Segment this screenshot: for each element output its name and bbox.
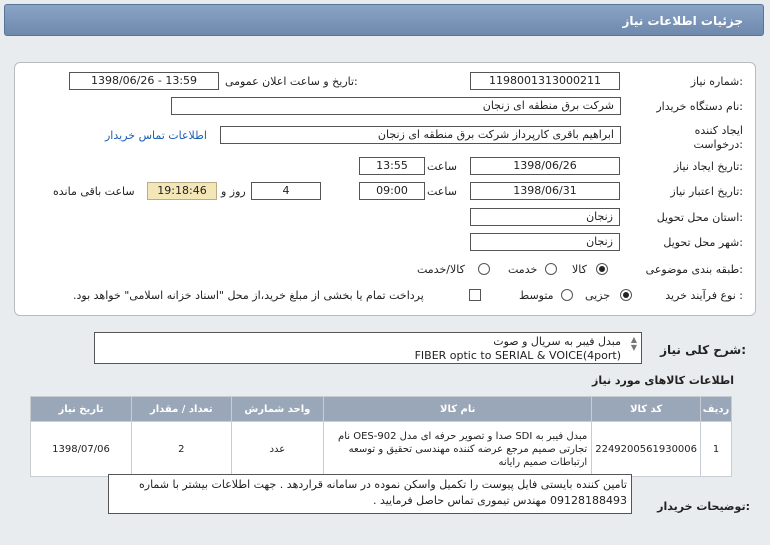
row-unit: عدد [231,422,324,477]
city-label: شهر محل تحویل: [663,236,743,249]
summary-line-2: FIBER optic to SERIAL & VOICE(4port) [414,349,621,362]
days-remaining-field: 4 [251,182,321,200]
summary-line-1: مبدل فیبر به سریال و صوت [493,335,621,348]
row-need-date: 1398/07/06 [31,422,132,477]
category-goods-service-label: کالا/خدمت [417,263,465,276]
col-item-name: نام کالا [324,397,592,422]
create-time-label: ساعت [427,160,457,173]
row-index: 1 [701,422,732,477]
process-minor-radio[interactable] [620,289,632,301]
col-item-code: کد کالا [592,397,701,422]
scroll-arrows-icon[interactable]: ▲ ▼ [630,335,638,352]
row-item-name: مبدل فیبر به SDI صدا و تصویر حرفه ای مدل OES-902 نام تجارتی صمیم مرجع عرضه کننده مهندسی تحقیق و توسعه ارتباطات صمیم رایانه [324,422,592,477]
city-field: زنجان [470,233,620,251]
col-need-date: تاریخ نیاز [31,397,132,422]
province-field: زنجان [470,208,620,226]
creator-label: ایجاد کننده درخواست: [693,124,743,151]
page-title: جزئیات اطلاعات نیاز [622,14,743,28]
valid-date-label: تاریخ اعتبار نیاز: [670,185,743,198]
announce-label: تاریخ و ساعت اعلان عمومی: [225,75,358,88]
payment-note: پرداخت تمام یا بخشی از مبلغ خرید،از محل "اسناد خزانه اسلامی" خواهد بود. [73,289,424,302]
need-number-field: 1198001313000211 [470,72,620,90]
process-medium-label: متوسط [519,289,554,302]
summary-label: شرح کلی نیاز: [660,343,746,357]
row-quantity: 2 [132,422,232,477]
col-unit: واحد شمارش [231,397,324,422]
process-medium-radio[interactable] [561,289,573,301]
category-service-radio[interactable] [545,263,557,275]
row-item-code: 2249200561930006 [592,422,701,477]
goods-section-title: اطلاعات کالاهای مورد نیاز [592,374,734,387]
category-goods-service-radio[interactable] [478,263,490,275]
buyer-field: شرکت برق منطقه ای زنجان [171,97,621,115]
goods-table-header [31,397,732,422]
col-row-index: ردیف [701,397,732,422]
valid-time-field: 09:00 [359,182,425,200]
need-details-panel [14,62,756,316]
create-time-field: 13:55 [359,157,425,175]
announce-field: 1398/06/26 - 13:59 [69,72,219,90]
process-minor-label: جزیی [585,289,611,302]
remaining-time-field: 19:18:46 [147,182,217,200]
remaining-label: ساعت باقی مانده [53,185,135,198]
category-service-label: خدمت [508,263,538,276]
table-row [31,422,732,477]
creator-field: ابراهیم باقری کارپرداز شرکت برق منطقه ای زنجان [220,126,621,144]
col-quantity: تعداد / مقدار [132,397,232,422]
notes-label: توضیحات خریدار: [657,500,750,513]
valid-time-label: ساعت [427,185,457,198]
buyer-label: نام دستگاه خریدار: [656,100,743,113]
process-label: نوع فرآیند خرید : [665,289,743,302]
notes-textarea[interactable]: تامین کننده بایستی فایل پیوست را تکمیل واسکن نموده در سامانه قراردهد . جهت اطلاعات بیشتر با شماره 09128188493 مهندس تیموری تماس حاصل فرمایید . [108,474,632,514]
create-date-field: 1398/06/26 [470,157,620,175]
goods-table [30,396,732,477]
category-goods-radio[interactable] [596,263,608,275]
category-label: طبقه بندی موضوعی: [645,263,743,276]
category-goods-label: کالا [572,263,587,276]
payment-checkbox[interactable] [469,289,481,301]
create-date-label: تاریخ ایجاد نیاز: [673,160,743,173]
summary-textarea[interactable] [94,332,642,364]
buyer-contact-link[interactable]: اطلاعات تماس خریدار [105,129,207,142]
valid-date-field: 1398/06/31 [470,182,620,200]
page-header [4,4,764,36]
province-label: استان محل تحویل: [656,211,743,224]
need-number-label: شماره نیاز: [690,75,743,88]
days-label: روز و [221,185,246,198]
